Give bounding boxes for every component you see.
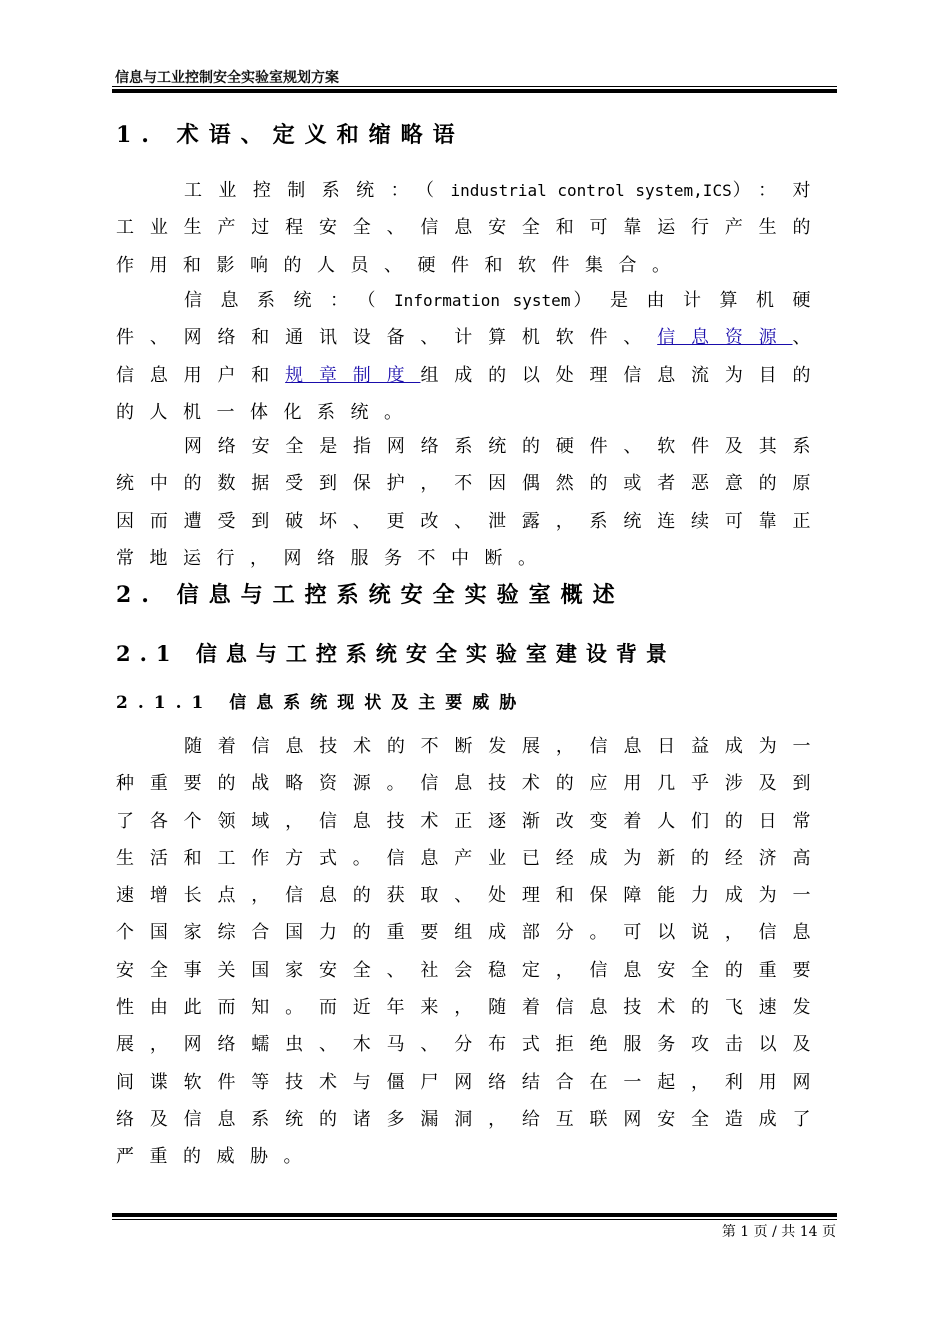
- paragraph-ics-definition: 工业控制系统：（industrial control system,ICS）：对工业生产过程安全、信息安全和可靠运行产生的作用和影响的人员、硬件和软件集合。: [116, 180, 827, 276]
- section-2-1-1-heading: 2.1.1 信息系统现状及主要威胁: [116, 693, 527, 713]
- document-title: 信息与工业控制安全实验室规划方案: [115, 70, 339, 86]
- paragraph-network-security-definition: 网络安全是指网络系统的硬件、软件及其系统中的数据受到保护，不因偶然的或者恶意的原因而遭受到破坏、更改、泄露，系统连续可靠正常地运行，网络服务不中断。: [116, 436, 826, 569]
- header-rule-thin: [112, 86, 837, 87]
- header-rule-thick: [112, 89, 837, 93]
- paragraph-information-system-status: 随着信息技术的不断发展，信息日益成为一种重要的战略资源。信息技术的应用几乎涉及到了各个领域，信息技术正逐渐改变着人们的日常生活和工作方式。信息产业已经成为新的经济高速增长点，信息的获取、处理和保障能力成为一个国家综合国力的重要组成部分。可以说，信息安全事关国家安全、社会稳定，信息安全的重要性由此而知。而近年来，随着信息技术的飞速发展，网络蠕虫、木马、分布式拒绝服务攻击以及间谍软件等技术与僵尸网络结合在一起，利用网络及信息系统的诸多漏洞，给互联网安全造成了严重的威胁。: [116, 736, 826, 1168]
- paragraph-information-system-definition: 信息系统：（Information system）是由计算机硬件、网络和通讯设备、计算机软件、信息资源、信息用户和规章制度组成的以处理信息流为目的的人机一体化系统。: [116, 290, 827, 423]
- section-1-heading: 1. 术语、定义和缩略语: [116, 122, 465, 148]
- page-number: 第 1 页 / 共 14 页: [721, 1224, 836, 1240]
- section-2-1-heading: 2.1 信息与工控系统安全实验室建设背景: [116, 641, 676, 666]
- link-information-resources[interactable]: 信息资源: [657, 327, 793, 349]
- footer-rule-thin: [112, 1219, 837, 1220]
- section-2-heading: 2. 信息与工控系统安全实验室概述: [116, 582, 625, 608]
- link-rules-and-regulations[interactable]: 规章制度: [285, 364, 421, 386]
- footer-rule-thick: [112, 1213, 837, 1217]
